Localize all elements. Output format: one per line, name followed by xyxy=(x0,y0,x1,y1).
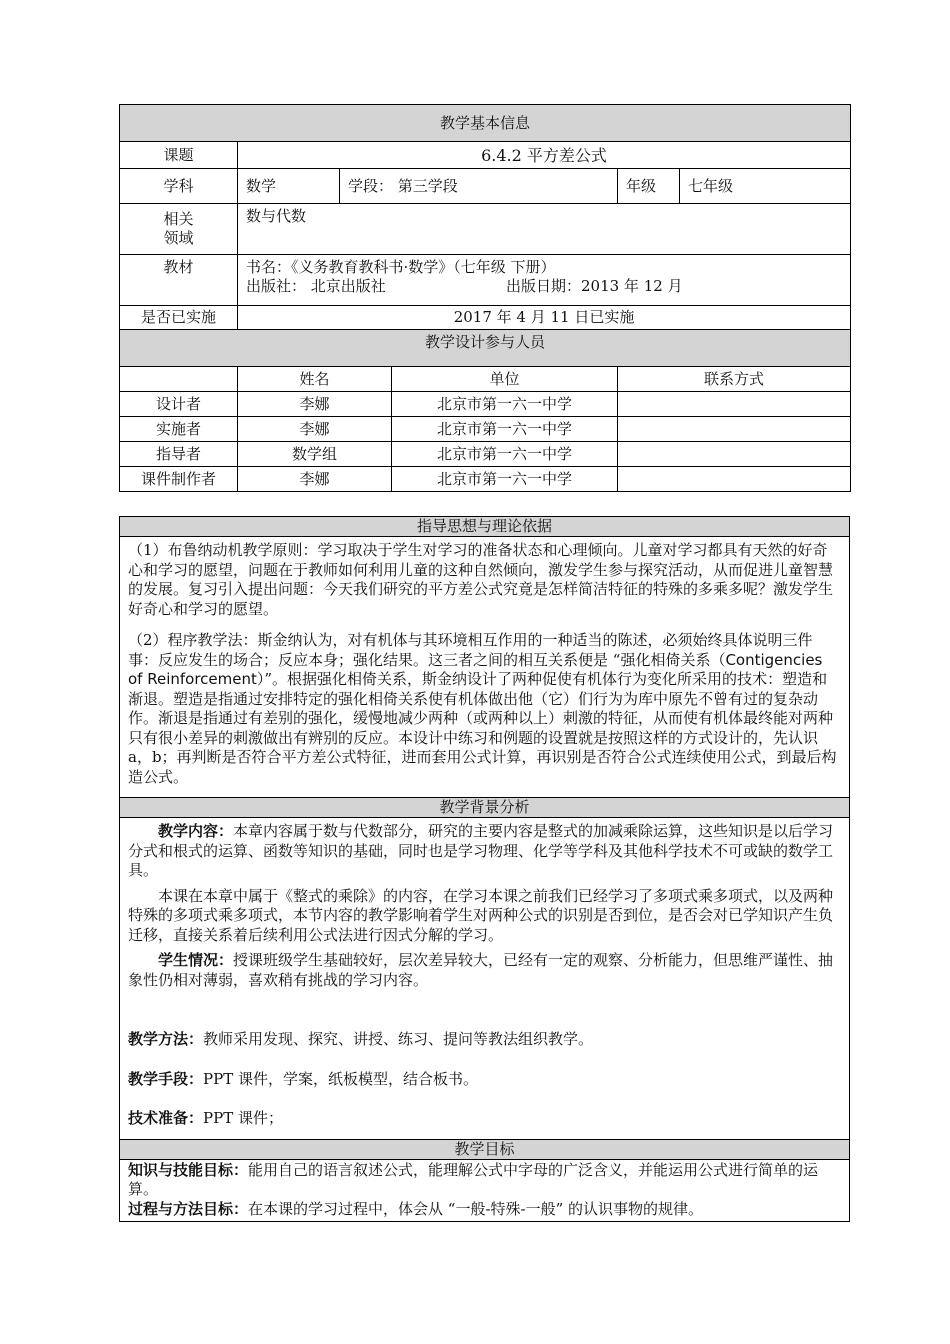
domain-label xyxy=(120,204,238,255)
stage-text: 学段： 第三学段 xyxy=(340,169,618,204)
col-header-unit: 单位 xyxy=(392,367,618,392)
participant-contact xyxy=(618,467,851,492)
background-body xyxy=(120,818,850,1140)
basic-info-header: 教学基本信息 xyxy=(120,105,851,142)
textbook-info xyxy=(238,255,851,306)
student-label: 学生情况： xyxy=(158,951,234,969)
theory-header: 指导思想与理论依据 xyxy=(120,517,850,537)
implemented-value: 2017 年 4 月 11 日已实施 xyxy=(238,306,851,330)
textbook-title: 书名：《义务教育教科书·数学》（七年级 下册） xyxy=(246,258,556,276)
goals-header: 教学目标 xyxy=(120,1139,850,1159)
basic-info-table xyxy=(119,104,851,492)
participant-role: 实施者 xyxy=(120,417,238,442)
means-paragraph xyxy=(128,1070,841,1090)
tech-paragraph xyxy=(128,1109,841,1129)
student-text: 授课班级学生基础较好，层次差异较大，已经有一定的观察、分析能力，但思维严谨性、抽象性仍相对薄弱，喜欢稍有挑战的学习内容。 xyxy=(128,951,834,989)
domain-value: 数与代数 xyxy=(238,204,851,255)
textbook-label: 教材 xyxy=(120,255,238,306)
participant-unit: 北京市第一六一中学 xyxy=(392,392,618,417)
participant-role: 设计者 xyxy=(120,392,238,417)
grade-value: 七年级 xyxy=(680,169,851,204)
knowledge-goal xyxy=(128,1161,841,1200)
background-content-paragraph-2: 本课在本章中属于《整式的乘除》的内容，在学习本课之前我们已经学习了多项式乘多项式，以及两种特殊的多项式乘多项式，本节内容的教学影响着学生对两种公式的识别是否到位，是否会对已学知识产生负迁移，直接关系着后续利用公式法进行因式分解的学习。 xyxy=(128,886,834,944)
tech-text: PPT 课件； xyxy=(203,1109,283,1127)
theory-paragraph-1: （1）布鲁纳动机教学原则：学习取决于学生对学习的准备状态和心理倾向。儿童对学习都具有天然的好奇心和学习的愿望，问题在于教师如何利用儿童的这种自然倾向，激发学生参与探究活动，从而促进儿童智慧的发展。复习引入提出问题：今天我们研究的平方差公式究竟是怎样简洁特征的特殊的多乘多呢？激发学生好奇心和学习的愿望。 xyxy=(128,541,834,618)
participant-contact xyxy=(618,417,851,442)
process-label: 过程与方法目标： xyxy=(128,1199,249,1218)
participant-contact xyxy=(618,442,851,467)
participants-header: 教学设计参与人员 xyxy=(120,330,851,367)
knowledge-label: 知识与技能目标： xyxy=(128,1160,249,1179)
textbook-publisher-line xyxy=(246,277,842,296)
process-goal xyxy=(128,1200,841,1220)
participant-name: 李娜 xyxy=(238,417,392,442)
background-header: 教学背景分析 xyxy=(120,798,850,818)
table-row xyxy=(120,442,851,467)
publication-date: 出版日期：2013 年 12 月 xyxy=(506,277,683,295)
participant-name: 李娜 xyxy=(238,392,392,417)
col-header-contact: 联系方式 xyxy=(618,367,851,392)
participant-unit: 北京市第一六一中学 xyxy=(392,442,618,467)
method-text: 教师采用发现、探究、讲授、练习、提问等教法组织教学。 xyxy=(203,1030,594,1048)
method-paragraph xyxy=(128,1030,841,1050)
content-text: 本章内容属于数与代数部分，研究的主要内容是整式的加减乘除运算，这些知识是以后学习分式和根式的运算、函数等知识的基础，同时也是学习物理、化学等学科及其他科学技术不可或缺的数学工具。 xyxy=(128,822,834,879)
domain-label-line1: 相关 xyxy=(163,210,194,228)
content-label: 教学内容： xyxy=(158,822,234,840)
participant-name: 李娜 xyxy=(238,467,392,492)
participant-name: 数学组 xyxy=(238,442,392,467)
topic-value: 6.4.2 平方差公式 xyxy=(238,142,851,169)
col-header-role xyxy=(120,367,238,392)
student-paragraph xyxy=(128,951,841,990)
participant-role: 指导者 xyxy=(120,442,238,467)
theory-p2-english: Contigencies of Reinforcement xyxy=(128,650,823,688)
goals-body xyxy=(120,1159,850,1222)
participant-unit: 北京市第一六一中学 xyxy=(392,417,618,442)
participant-unit: 北京市第一六一中学 xyxy=(392,467,618,492)
theory-paragraph-2 xyxy=(128,631,841,787)
table-row xyxy=(120,417,851,442)
tech-label: 技术准备： xyxy=(128,1109,204,1127)
table-row xyxy=(120,392,851,417)
background-content-paragraph xyxy=(128,822,841,881)
table-row xyxy=(120,467,851,492)
publisher: 出版社： 北京出版社 xyxy=(246,277,386,295)
process-text: 在本课的学习过程中，体会从 “一般-特殊-一般” 的认识事物的规律。 xyxy=(248,1199,704,1218)
participant-role: 课件制作者 xyxy=(120,467,238,492)
implemented-label: 是否已实施 xyxy=(120,306,238,330)
theory-p2-part-a: （2）程序教学法：斯金纳认为，对有机体与其环境相互作用的一种适当的陈述，必须始终具体说明三件事：反应发生的场合；反应本身；强化结果。这三者之间的相互关系便是 “强化相倚关系（ xyxy=(128,631,813,669)
theory-body xyxy=(120,537,850,798)
col-header-name: 姓名 xyxy=(238,367,392,392)
means-label: 教学手段： xyxy=(128,1069,204,1088)
participant-contact xyxy=(618,392,851,417)
design-table xyxy=(119,516,850,1222)
grade-label: 年级 xyxy=(618,169,680,204)
topic-label: 课题 xyxy=(120,142,238,169)
subject-label: 学科 xyxy=(120,169,238,204)
method-label: 教学方法： xyxy=(128,1030,204,1048)
domain-label-line2: 领域 xyxy=(163,229,194,247)
subject-value: 数学 xyxy=(238,169,340,204)
knowledge-text: 能用自己的语言叙述公式，能理解公式中字母的广泛含义，并能运用公式进行简单的运算。 xyxy=(128,1160,819,1198)
means-text: PPT 课件，学案，纸板模型，结合板书。 xyxy=(203,1069,478,1088)
theory-p2-part-b: ）”。根据强化相倚关系，斯金纳设计了两种促使有机体行为变化所采用的技术：塑造和渐退。塑造是指通过安排特定的强化相倚关系使有机体做出他（它）们行为为库中原先不曾有过的复杂动作。渐退是指通过有差别的强化，缓慢地减少两种（或两种以上）刺激的特征，从而使有机体最终能对两种只有很小差异的刺激做出有辨别的反应。本设计中练习和例题的设置就是按照这样的方式设计的，先认识 a，b；再判断是否符合平方差公式特征，进而套用公式计算，再识别是否符合公式连续使用公式，到最后构造公式。 xyxy=(128,670,837,786)
